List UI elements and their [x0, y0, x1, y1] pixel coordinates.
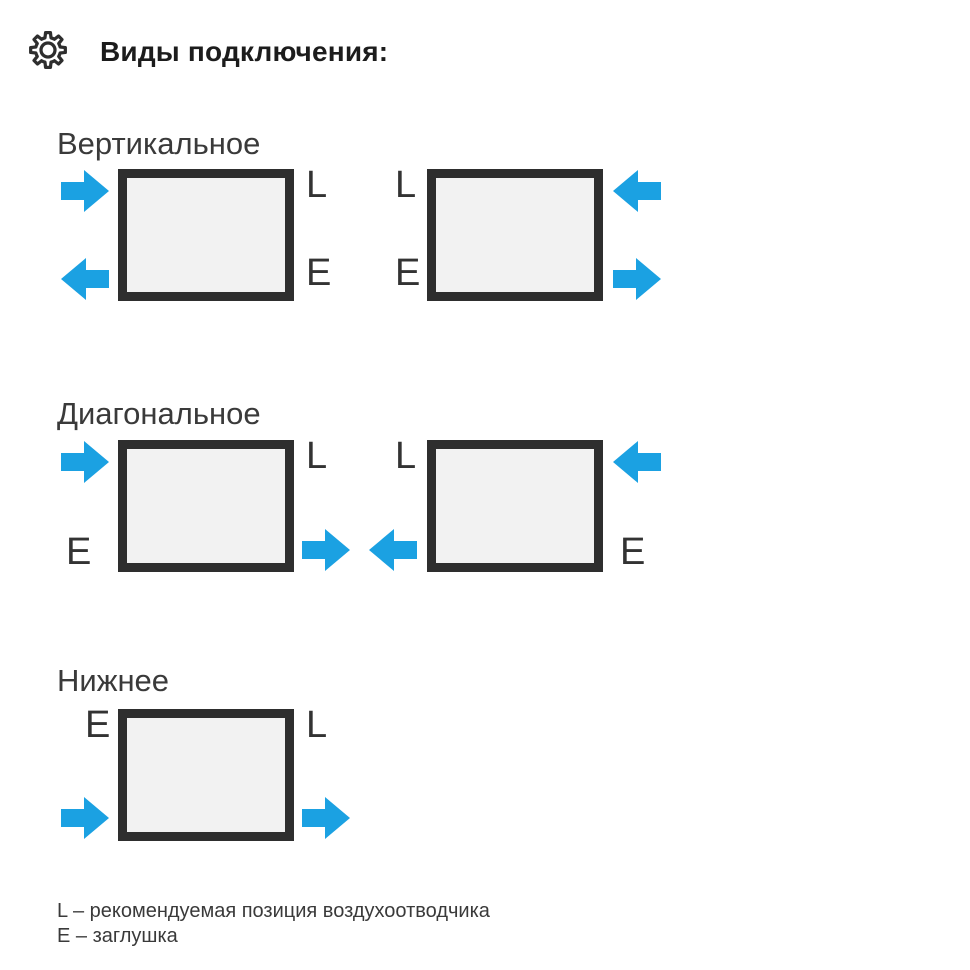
gear-icon	[28, 30, 68, 70]
port-label-l: L	[306, 704, 328, 746]
port-label-e: E	[620, 531, 646, 573]
outlet-arrow-left-icon	[369, 529, 417, 571]
radiator-box	[118, 169, 294, 301]
port-label-e: E	[306, 252, 332, 294]
inlet-arrow-left-icon	[613, 170, 661, 212]
outlet-arrow-right-icon	[613, 258, 661, 300]
outlet-arrow-left-icon	[61, 258, 109, 300]
port-label-l: L	[306, 164, 328, 206]
outlet-arrow-right-icon	[302, 529, 350, 571]
section-title-vertical: Вертикальное	[57, 126, 261, 161]
legend	[57, 899, 490, 949]
port-label-l: L	[306, 435, 328, 477]
radiator-box	[427, 440, 603, 572]
port-label-e: E	[66, 531, 92, 573]
outlet-arrow-right-icon	[302, 797, 350, 839]
port-label-e: E	[395, 252, 421, 294]
inlet-arrow-left-icon	[613, 441, 661, 483]
port-label-e: E	[85, 704, 111, 746]
inlet-arrow-right-icon	[61, 170, 109, 212]
page-title: Виды подключения:	[100, 36, 389, 67]
inlet-arrow-right-icon	[61, 441, 109, 483]
legend-line-l: L – рекомендуемая позиция воздухоотводчика	[57, 900, 490, 922]
radiator-box	[118, 709, 294, 841]
radiator-box	[118, 440, 294, 572]
legend-line-e: E – заглушка	[57, 925, 178, 947]
radiator-box	[427, 169, 603, 301]
section-title-bottom: Нижнее	[57, 663, 170, 698]
port-label-l: L	[395, 164, 417, 206]
inlet-arrow-right-icon	[61, 797, 109, 839]
section-title-diagonal: Диагональное	[57, 396, 261, 431]
port-label-l: L	[395, 435, 417, 477]
